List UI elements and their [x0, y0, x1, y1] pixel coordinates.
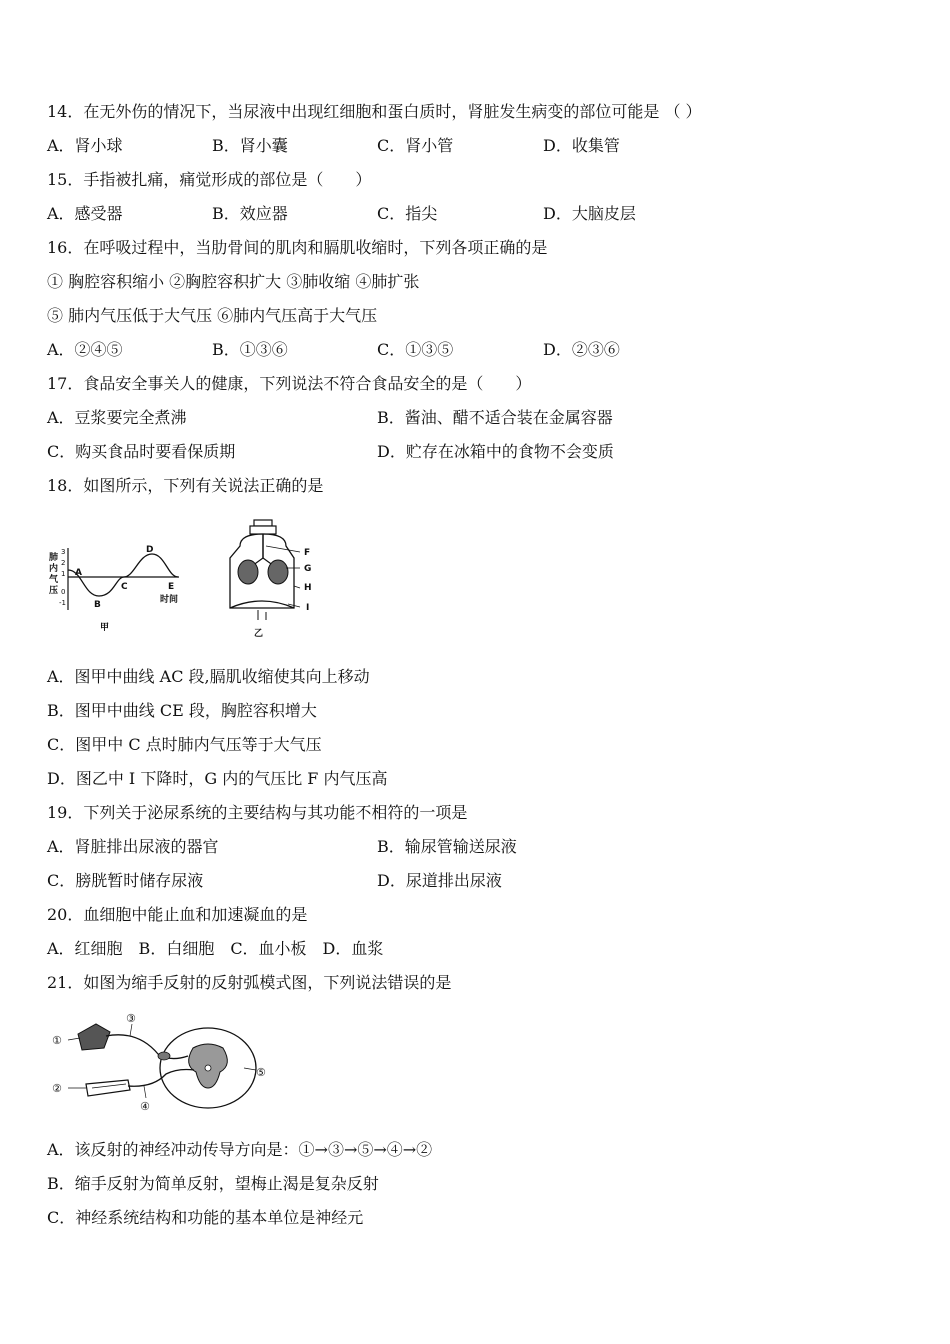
q19-option-b: B．输尿管输送尿液 [377, 837, 517, 856]
q18-option-b: B．图甲中曲线 CE 段，胸腔容积增大 [47, 701, 317, 720]
fig-yi-caption: 乙 [254, 629, 264, 639]
fig-yi-label-f: F [304, 548, 311, 558]
q18-option-d: D．图乙中 I 下降时，G 内的气压比 F 内气压高 [47, 769, 388, 788]
q16-option-d: D．②③⑥ [543, 340, 620, 359]
fig-yi-left-lung [238, 560, 258, 584]
q16-option-a: A．②④⑤ [47, 340, 123, 359]
fig-reflex-label-1: ① [52, 1034, 62, 1047]
fig-jia-ylabel-4: 压 [49, 586, 59, 596]
q16-option-c: C．①③⑤ [377, 340, 454, 359]
figure-reflex-arc [48, 1010, 273, 1120]
q17-option-b: B．酱油、醋不适合装在金属容器 [377, 408, 613, 427]
fig-yi-label-g: G [304, 564, 312, 574]
q14-option-a: A．肾小球 [47, 136, 123, 155]
fig-jia-tick-3: 3 [61, 548, 66, 556]
q17-option-a: A．豆浆要完全煮沸 [47, 408, 187, 427]
q18-option-a: A．图甲中曲线 AC 段,膈肌收缩使其向上移动 [47, 667, 370, 686]
q21-option-c: C．神经系统结构和功能的基本单位是神经元 [47, 1208, 364, 1227]
fig-yi-arrows [258, 610, 266, 620]
q19-option-d: D．尿道排出尿液 [377, 871, 502, 890]
fig-reflex-label-2: ② [52, 1082, 62, 1095]
q14-option-c: C．肾小管 [377, 136, 454, 155]
q19-option-c: C．膀胱暂时储存尿液 [47, 871, 204, 890]
fig-reflex-label-4: ④ [140, 1100, 150, 1113]
question-16-stem: 16．在呼吸过程中，当肋骨间的肌肉和膈肌收缩时，下列各项正确的是 [47, 238, 548, 257]
q14-option-b: B．肾小囊 [212, 136, 288, 155]
fig-yi-stopper-top [254, 520, 272, 526]
q16-statements-1: ① 胸腔容积缩小 ②胸腔容积扩大 ③肺收缩 ④肺扩张 [47, 272, 420, 291]
fig-jia-point-d: D [146, 545, 154, 555]
q21-option-a: A．该反射的神经冲动传导方向是：①→③→⑤→④→② [47, 1140, 433, 1159]
figure-yi-bell-jar [222, 516, 327, 641]
fig-jia-tick-neg1: -1 [59, 599, 66, 607]
q15-option-c: C．指尖 [377, 204, 438, 223]
q17-option-d: D．贮存在冰箱中的食物不会变质 [377, 442, 614, 461]
q19-option-a: A．肾脏排出尿液的器官 [47, 837, 219, 856]
question-17-stem: 17．食品安全事关人的健康，下列说法不符合食品安全的是（ ） [47, 374, 532, 393]
fig-jia-ylabel-3: 气 [49, 575, 59, 585]
fig-reflex-ganglion [158, 1052, 170, 1060]
fig-jia-point-e: E [168, 582, 175, 592]
fig-yi-label-i: I [306, 603, 310, 613]
question-14-stem: 14．在无外伤的情况下，当尿液中出现红细胞和蛋白质时，肾脏发生病变的部位可能是 （ ） [47, 102, 702, 121]
fig-yi-diaphragm [230, 601, 294, 608]
fig-jia-ylabel-2: 内 [49, 564, 59, 574]
fig-jia-point-b: B [94, 600, 101, 610]
q14-option-d: D．收集管 [543, 136, 620, 155]
figure-jia-pressure-graph [44, 540, 194, 635]
fig-reflex-label-3: ③ [126, 1012, 136, 1025]
fig-jia-tick-2: 2 [61, 559, 66, 567]
question-15-stem: 15．手指被扎痛，痛觉形成的部位是（ ） [47, 170, 372, 189]
fig-reflex-label-5: ⑤ [256, 1066, 266, 1079]
q15-option-a: A．感受器 [47, 204, 123, 223]
fig-yi-right-lung [268, 560, 288, 584]
fig-jia-tick-0: 0 [61, 588, 66, 596]
fig-jia-point-a: A [75, 568, 82, 578]
fig-jia-point-c: C [121, 582, 128, 592]
q20-options: A．红细胞 B．白细胞 C．血小板 D．血浆 [47, 939, 384, 958]
fig-jia-caption: 甲 [100, 623, 110, 633]
fig-reflex-receptor [78, 1024, 110, 1050]
q18-option-c: C．图甲中 C 点时肺内气压等于大气压 [47, 735, 322, 754]
fig-jia-tick-1: 1 [61, 570, 66, 578]
q15-option-d: D．大脑皮层 [543, 204, 636, 223]
question-19-stem: 19．下列关于泌尿系统的主要结构与其功能不相符的一项是 [47, 803, 468, 822]
question-18-stem: 18．如图所示，下列有关说法正确的是 [47, 476, 324, 495]
q16-option-b: B．①③⑥ [212, 340, 288, 359]
q15-option-b: B．效应器 [212, 204, 288, 223]
q16-statements-2: ⑤ 肺内气压低于大气压 ⑥肺内气压高于大气压 [47, 306, 378, 325]
fig-jia-xlabel: 时间 [160, 595, 179, 605]
question-21-stem: 21．如图为缩手反射的反射弧模式图，下列说法错误的是 [47, 973, 452, 992]
fig-yi-stopper [250, 526, 276, 534]
q17-option-c: C．购买食品时要看保质期 [47, 442, 236, 461]
q21-option-b: B．缩手反射为简单反射，望梅止渴是复杂反射 [47, 1174, 379, 1193]
question-20-stem: 20．血细胞中能止血和加速凝血的是 [47, 905, 308, 924]
fig-yi-label-h: H [304, 583, 312, 593]
fig-jia-ylabel-1: 肺 [49, 553, 59, 563]
